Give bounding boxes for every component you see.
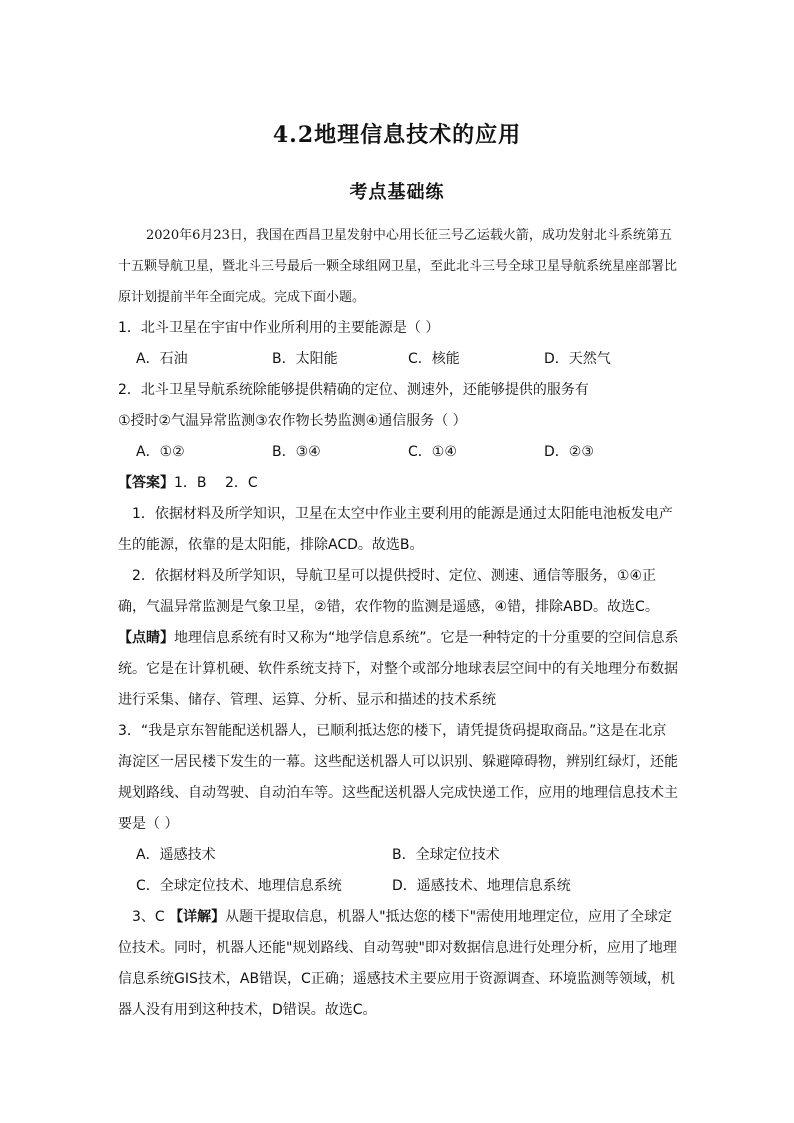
q3-option-a: A．遥感技术	[136, 847, 216, 863]
intro-paragraph: 2020年6月23日，我国在西昌卫星发射中心用长征三号乙运载火箭，成功发射北斗系统第五十五颗导航卫星，暨北斗三号最后一颗全球组网卫星，至此北斗三号全球卫星导航系统星座部署比原计划提前半年全面完成。完成下面小题。	[118, 228, 678, 305]
tip-text: 地理信息系统有时又称为“地学信息系统”。它是一种特定的十分重要的空间信息系统。它是在计算机硬、软件系统支持下，对整个或部分地球表层空间中的有关地理分布数据进行采集、储存、管理、运算、分析、显示和描述的技术系统	[118, 630, 679, 708]
question-2-options	[118, 437, 680, 468]
answer-tag: 【答案】	[118, 475, 174, 491]
tip-tag: 【点睛】	[118, 630, 174, 646]
q2-option-d: D．②③	[544, 444, 594, 460]
answer-3-text: 从题干提取信息，机器人"抵达您的楼下"需使用地理定位，应用了全球定位技术。同时，机器人还能"规划路线、自动驾驶"即对数据信息进行处理分析，应用了地理信息系统GIS技术，AB错误，C正确；遥感技术主要应用于资源调查、环境监测等领域，机器人没有用到这种技术，D错误。故选C。	[118, 909, 677, 1018]
document-content	[118, 220, 680, 1026]
q2-option-a: A．①②	[136, 444, 185, 460]
question-2-stem-items: ①授时②气温异常监测③农作物长势监测④通信服务（ ）	[118, 413, 467, 429]
question-2-stem: 2．北斗卫星导航系统除能够提供精确的定位、测速外，还能够提供的服务有	[118, 382, 589, 398]
answer-3-paragraph	[118, 902, 680, 1026]
section-subtitle: 考点基础练	[349, 182, 445, 203]
detail-tag: 【详解】	[169, 909, 226, 925]
q2-option-b: B．③④	[272, 444, 321, 460]
page-title: 4.2地理信息技术的应用	[272, 122, 522, 148]
question-1-stem: 1．北斗卫星在宇宙中作业所利用的主要能源是（ ）	[118, 320, 440, 336]
explanation-1: 1．依据材料及所学知识，卫星在太空中作业主要利用的能源是通过太阳能电池板发电产生的能源，依靠的是太阳能，排除ACD。故选B。	[118, 506, 673, 553]
question-3-options-row-2	[118, 871, 680, 902]
q1-option-b: B．太阳能	[272, 351, 338, 367]
q3-option-d: D．遥感技术、地理信息系统	[392, 878, 571, 894]
q3-option-b: B．全球定位技术	[392, 847, 500, 863]
tip-paragraph	[118, 623, 680, 716]
q1-option-a: A．石油	[136, 351, 188, 367]
q1-option-c: C．核能	[408, 351, 460, 367]
answer-3-head: 3、C	[132, 909, 170, 925]
q2-option-c: C．①④	[408, 444, 457, 460]
question-1-options	[118, 344, 680, 375]
answer-text: 1．B 2．C	[174, 475, 258, 491]
q1-option-d: D．天然气	[544, 351, 611, 367]
question-3-options-row-1	[118, 840, 680, 871]
answer-line	[118, 468, 680, 499]
q3-option-c: C．全球定位技术、地理信息系统	[136, 878, 342, 894]
question-3-stem: 3．“我是京东智能配送机器人，已顺利抵达您的楼下，请凭提货码提取商品。”这是在北京海淀区一居民楼下发生的一幕。这些配送机器人可以识别、躲避障碍物，辨别红绿灯，还能规划路线、自动驾驶、自动泊车等。这些配送机器人完成快递工作，应用的地理信息技术主要是（ ）	[118, 723, 678, 832]
explanation-2: 2．依据材料及所学知识，导航卫星可以提供授时、定位、测速、通信等服务，①④正确，气温异常监测是气象卫星，②错，农作物的监测是遥感，④错，排除ABD。故选C。	[118, 568, 659, 615]
